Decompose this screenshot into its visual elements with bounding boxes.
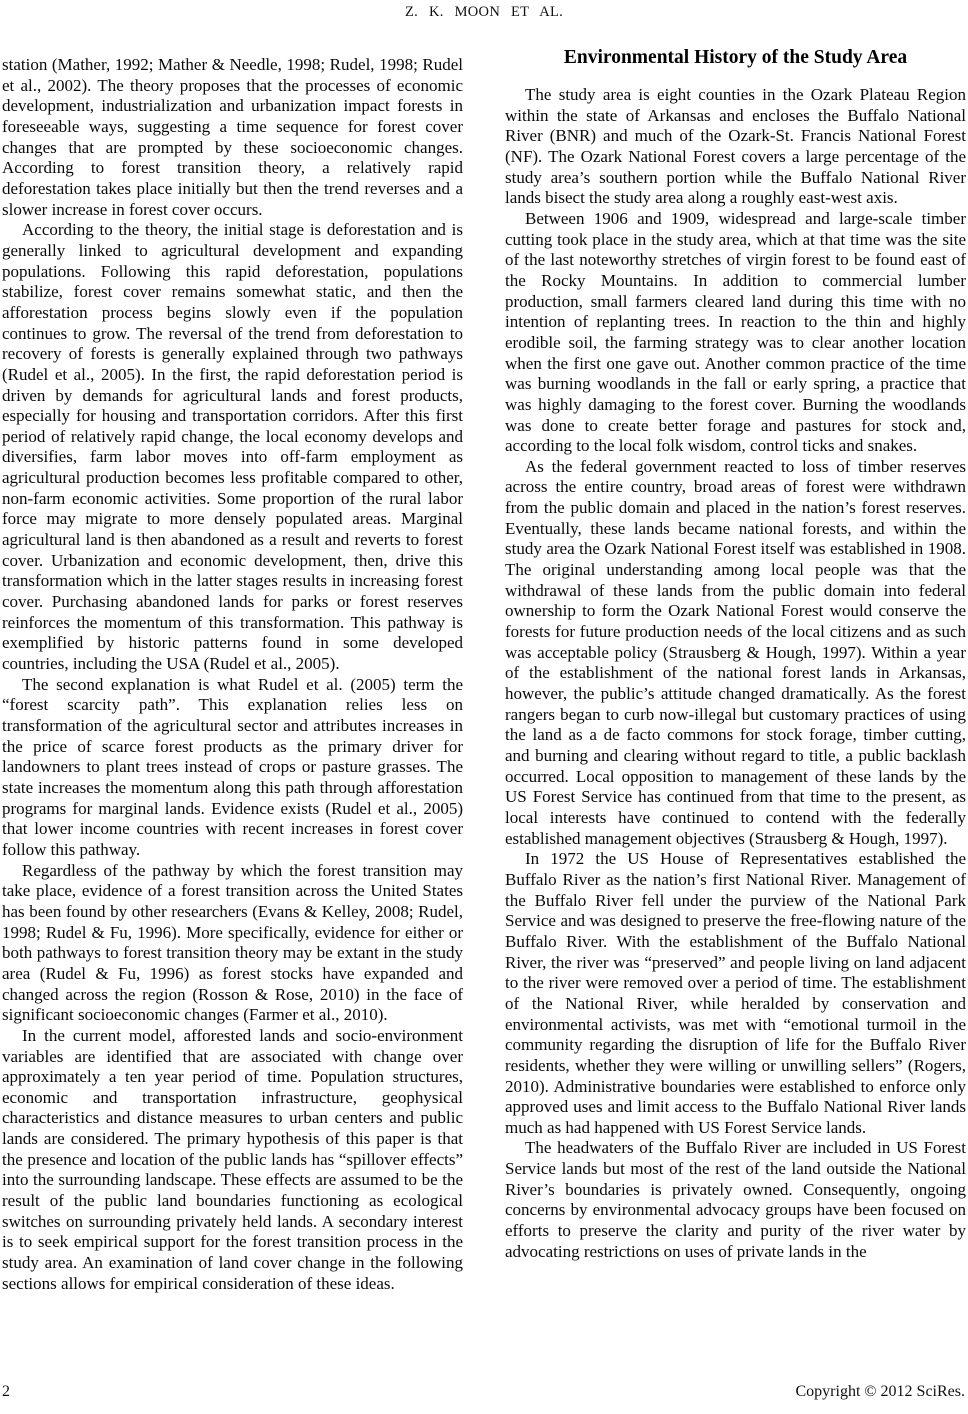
right-column <box>505 46 966 1262</box>
body-paragraph: station (Mather, 1992; Mather & Needle, 1998; Rudel, 1998; Rudel et al., 2002). The theory proposes that the processes of economic development, industrialization and urbanization impact forests in foreseeable ways, suggesting a time sequence for forest cover changes that are prompted by these socioeconomic changes. According to forest transition theory, a relatively rapid deforestation takes place initially but then the trend reverses and a slower increase in forest cover occurs. <box>2 55 463 219</box>
body-paragraph: The study area is eight counties in the Ozark Plateau Region within the state of Arkansas and encloses the Buffalo National River (BNR) and much of the Ozark-St. Francis National Forest (NF). The Ozark National Forest covers a large percentage of the study area’s southern portion while the Buffalo National River lands bisect the study area along a roughly east-west axis. <box>505 85 966 208</box>
copyright-notice: Copyright © 2012 SciRes. <box>795 1383 965 1400</box>
body-paragraph: Regardless of the pathway by which the forest transition may take place, evidence of a forest transition across the United States has been found by other researchers (Evans & Kelley, 2008; Rudel, 1998; Rudel & Fu, 1996). More specifically, evidence for either or both pathways to forest transition theory may be extant in the study area (Rudel & Fu, 1996) as forest stocks have expanded and changed across the region (Rosson & Rose, 2010) in the face of significant socioeconomic changes (Farmer et al., 2010). <box>2 860 463 1025</box>
running-head: Z. K. MOON ET AL. <box>404 4 564 20</box>
body-paragraph: According to the theory, the initial stage is deforestation and is generally linked to agricultural development and expanding populations. Following this rapid deforestation, populations stabilize, forest cover remains somewhat static, and then the afforestation process begins slowly even if the population continues to grow. The reversal of the trend from deforestation to recovery of forests is generally explained through two pathways (Rudel et al., 2005). In the first, the rapid deforestation period is driven by demands for agricultural lands and forest products, especially for housing and transportation corridors. After this first period of relatively rapid change, the local economy develops and diversifies, farm labor moves into off-farm employment as agricultural production becomes less profitable compared to other, non-farm economic activities. Some proportion of the rural labor force may migrate to more densely populated areas. Marginal agricultural land is then abandoned as a result and reverts to forest cover. Urbanization and economic development, then, drive this transformation which in the latter stages results in increasing forest cover. Purchasing abandoned lands for parks or forest reserves reinforces the momentum of this transformation. This pathway is exemplified by historic patterns found in some developed countries, including the USA (Rudel et al., 2005). <box>2 220 463 674</box>
body-paragraph: The headwaters of the Buffalo River are included in US Forest Service lands but most of the rest of the land outside the National River’s boundaries is privately owned. Consequently, ongoing concerns by environmental advocacy groups have been focused on efforts to preserve the clarity and purity of the river water by advocating restrictions on uses of private lands in the <box>505 1138 966 1261</box>
body-paragraph: The second explanation is what Rudel et al. (2005) term the “forest scarcity path”. This explanation relies less on transformation of the agricultural sector and attributes increases in the price of scarce forest products as the primary driver for landowners to plant trees instead of crops or pasture grasses. The state increases the momentum along this path through afforestation programs for marginal lands. Evidence exists (Rudel et al., 2005) that lower income countries with recent increases in forest cover follow this pathway. <box>2 674 463 859</box>
body-paragraph: As the federal government reacted to loss of timber reserves across the entire country, broad areas of forest were withdrawn from the public domain and placed in the nation’s forest reserves. Eventually, these lands became national forests, and within the study area the Ozark National Forest itself was established in 1908. The original understanding among local people was that the withdrawal of these lands from the public domain into federal ownership to form the Ozark National Forest would conserve the forests for future production needs of the local citizens and as such was acceptable policy (Strausberg & Hough, 1997). Within a year of the establishment of the national forest lands in Arkansas, however, the public’s attitude changed dramatically. As the forest rangers began to curb now-illegal but customary practices of using the land as a de facto commons for stock forage, timber cutting, and burning and clearing without regard to title, a public backlash occurred. Local opposition to management of these lands by the US Forest Service has continued from that time to the present, as local interests have continued to contend with the federally established management objectives (Strausberg & Hough, 1997). <box>505 456 966 848</box>
section-heading: Environmental History of the Study Area <box>563 47 908 68</box>
body-paragraph: In 1972 the US House of Representatives established the Buffalo River as the nation’s first National River. Management of the Buffalo River fell under the purview of the National Park Service and was designed to preserve the free-flowing nature of the Buffalo River. With the establishment of the Buffalo National River, the river was “preserved” and people living on land adjacent to the river were removed over a period of time. The establishment of the National River, while heralded by conservation and environmental activists, was met with “emotional turmoil in the community regarding the disruption of life for the Buffalo River residents, whether they were willing or unwilling sellers” (Rogers, 2010). Administrative boundaries were established to enforce only approved uses and limit access to the Buffalo National River lands much as had happened with US Forest Service lands. <box>505 849 966 1137</box>
body-paragraph: In the current model, afforested lands and socio-environment variables are identified that are associated with change over approximately a ten year period of time. Population structures, economic and transportation infrastructure, geophysical characteristics and distance measures to urban centers and public lands are considered. The primary hypothesis of this paper is that the presence and location of the public lands has “spillover effects” into the surrounding landscape. These effects are assumed to be the result of the public land boundaries functioning as ecological switches on surrounding privately held lands. A secondary interest is to seek empirical support for the forest transition process in the study area. An examination of land cover change in the following sections allows for empirical consideration of these ideas. <box>2 1025 463 1293</box>
body-paragraph: Between 1906 and 1909, widespread and large-scale timber cutting took place in the study area, which at that time was the site of the last noteworthy stretches of virgin forest to be found east of the Rocky Mountains. In addition to commercial lumber production, small farmers cleared land during this time with no intention of replanting trees. In reaction to the thin and highly erodible soil, the farming strategy was to clear another location when the first one gave out. Another common practice of the time was burning woodlands in the fall or early spring, a practice that was highly damaging to the forest cover. Burning the woodlands was done to create better forage and pastures for stock and, according to the local folk wisdom, control ticks and snakes. <box>505 208 966 456</box>
page-number: 2 <box>2 1383 10 1400</box>
left-column <box>2 55 463 1294</box>
